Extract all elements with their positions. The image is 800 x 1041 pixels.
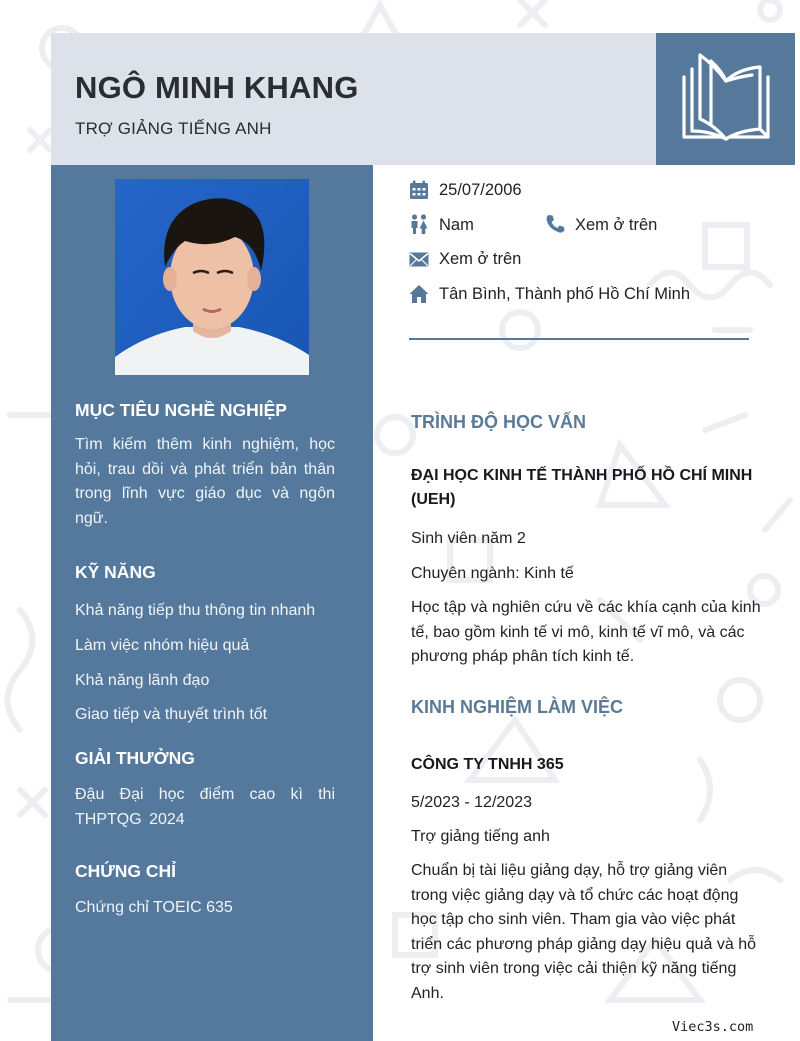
skills-section bbox=[75, 562, 335, 742]
awards-text: Đậu Đại học điểm cao kì thi THPTQG 2024 bbox=[75, 786, 335, 828]
experience-period: 5/2023 - 12/2023 bbox=[411, 794, 532, 811]
awards-section bbox=[75, 748, 335, 832]
site-watermark: Viec3s.com bbox=[672, 1019, 754, 1035]
skill-item: Giao tiếp và thuyết trình tốt bbox=[75, 706, 268, 723]
birthday-value: 25/07/2006 bbox=[439, 181, 522, 199]
envelope-icon bbox=[409, 250, 429, 270]
experience-company: CÔNG TY TNHH 365 bbox=[411, 756, 564, 773]
people-icon bbox=[409, 214, 429, 234]
calendar-icon bbox=[409, 180, 429, 200]
education-year: Sinh viên năm 2 bbox=[411, 530, 526, 547]
gender-value: Nam bbox=[439, 216, 474, 234]
profile-photo bbox=[115, 179, 309, 375]
experience-position: Trợ giảng tiếng anh bbox=[411, 828, 550, 845]
skills-title: KỸ NĂNG bbox=[75, 562, 156, 582]
address-value: Tân Bình, Thành phố Hồ Chí Minh bbox=[439, 285, 691, 303]
experience-title: KINH NGHIỆM LÀM VIỆC bbox=[411, 697, 624, 717]
header-icon-box bbox=[656, 33, 795, 165]
phone-value: Xem ở trên bbox=[575, 216, 658, 234]
candidate-role: TRỢ GIẢNG TIẾNG ANH bbox=[75, 119, 272, 138]
education-title: TRÌNH ĐỘ HỌC VẤN bbox=[411, 412, 586, 432]
contact-divider bbox=[409, 338, 749, 340]
objective-title: MỤC TIÊU NGHỀ NGHIỆP bbox=[75, 400, 287, 420]
open-book-icon bbox=[678, 51, 774, 143]
education-school: ĐẠI HỌC KINH TẾ THÀNH PHỐ HỒ CHÍ MINH (UEH) bbox=[411, 467, 753, 508]
email-value: Xem ở trên bbox=[439, 250, 522, 268]
phone-icon bbox=[545, 214, 565, 234]
awards-title: GIẢI THƯỞNG bbox=[75, 748, 195, 768]
candidate-name: NGÔ MINH KHANG bbox=[75, 70, 359, 105]
skill-item: Khả năng tiếp thu thông tin nhanh bbox=[75, 602, 316, 619]
objective-section bbox=[75, 400, 335, 531]
home-icon bbox=[409, 284, 429, 304]
certificates-text: Chứng chỉ TOEIC 635 bbox=[75, 899, 233, 916]
skill-item: Làm việc nhóm hiệu quả bbox=[75, 637, 250, 654]
certificates-section bbox=[75, 861, 335, 921]
education-description: Học tập và nghiên cứu về các khía cạnh của kinh tế, bao gồm kinh tế vi mô, kinh tế vĩ mô, và các phương pháp phân tích kinh tế. bbox=[411, 599, 761, 666]
skill-item: Khả năng lãnh đạo bbox=[75, 672, 210, 689]
experience-description: Chuẩn bị tài liệu giảng dạy, hỗ trợ giảng viên trong việc giảng dạy và tổ chức các hoạt động học tập cho sinh viên. Tham gia vào việc phát triển các phương pháp giảng dạy hiệu quả và hỗ trợ sinh viên trong việc cải thiện kỹ năng tiếng Anh. bbox=[411, 862, 757, 1002]
sidebar bbox=[51, 165, 373, 1041]
header-banner bbox=[51, 33, 656, 165]
objective-text: Tìm kiếm thêm kinh nghiệm, học hỏi, trau dồi và phát triển bản thân trong lĩnh vực giáo dục và ngôn ngữ. bbox=[75, 436, 335, 527]
education-major: Chuyên ngành: Kinh tế bbox=[411, 565, 574, 582]
certificates-title: CHỨNG CHỈ bbox=[75, 861, 177, 881]
